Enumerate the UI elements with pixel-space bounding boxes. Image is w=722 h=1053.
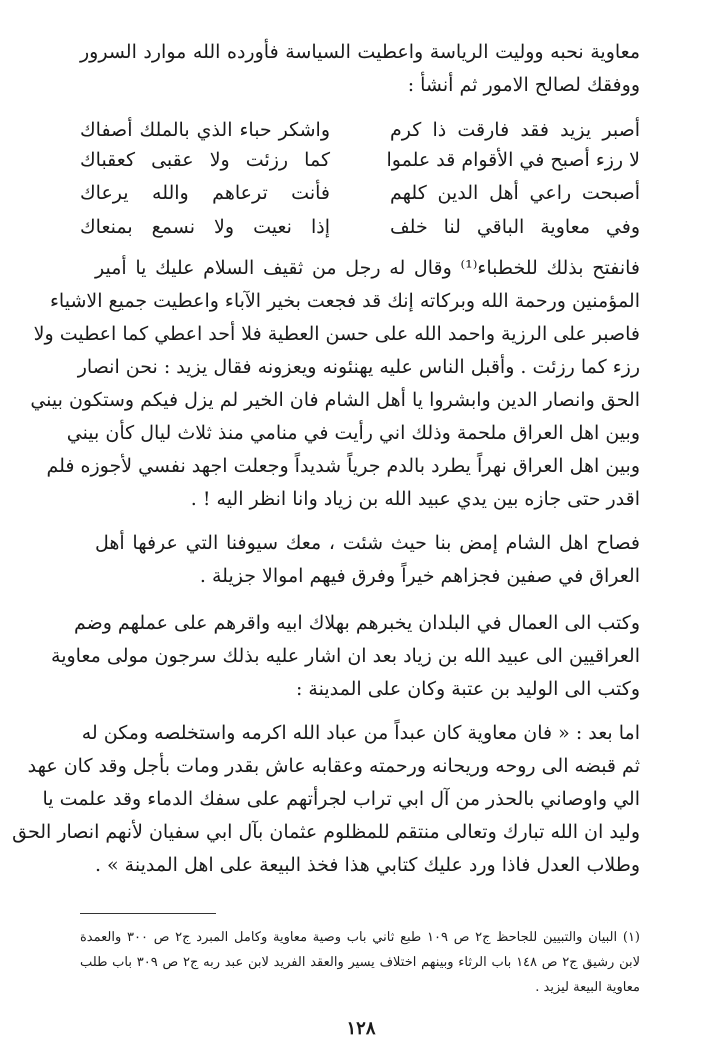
poem-hemistich: واشكر حباء الذي بالملك أصفاك: [80, 119, 330, 141]
text-line: وبين اهل العراق ملحمة وذلك اني رأيت في منامي منذ ثلاث ليال كأن بيني: [66, 422, 640, 444]
poem-hemistich: وفي معاوية الباقي لنا خلف: [390, 216, 640, 238]
text-line: العراقيين الى عبيد الله بن زياد بعد ان اشار عليه بذلك سرجون مولى معاوية: [51, 645, 640, 667]
poem-hemistich: فأنت ترعاهم والله يرعاك: [80, 182, 330, 204]
text-line: وكتب الى الوليد بن عتبة وكان على المدينة :: [295, 678, 640, 700]
text-line: وطلاب العدل فاذا ورد عليك كتابي هذا فخذ البيعة على اهل المدينة » .: [94, 854, 640, 876]
text-line: العراق في صفين فجزاهم خيراً وفرق فيهم اموالا جزيلة .: [199, 565, 640, 587]
poem-hemistich: لا رزء أصبح في الأقوام قد علموا: [386, 149, 640, 171]
text-line: وكتب الى العمال في البلدان يخبرهم بهلاك ابيه واقرهم على عملهم وضم: [73, 612, 640, 634]
text-line: رزء كما رزئت . وأقبل الناس عليه يهنئونه ويعزونه فقال يزيد : نحن انصار: [77, 356, 640, 378]
text-line: فاصبر على الرزية واحمد الله على حسن العطية فلا أحد اعطي كما اعطيت ولا: [33, 323, 640, 345]
text-line: الحق وانصار الدين وابشروا يا أهل الشام فان الخير لم يزل فيكم وستكون بيني: [30, 389, 640, 411]
text-line: ثم قبضه الى روحه وريحانه ورحمته وعقابه عاش بقدر ومات بأجل وقد كان عهد: [27, 755, 640, 777]
footnote-line: لابن رشيق ج٢ ص ١٤٨ باب الرثاء وبينهم اختلاف يسير والعقد الفريد لابن عبد ربه ج٢ ص ٣٠٩ باب طلب: [80, 955, 641, 970]
poem-hemistich: كما رزئت ولا عقبى كعقباك: [80, 149, 330, 171]
footnote-line: معاوية البيعة ليزيد .: [535, 980, 640, 995]
text-line: اقدر حتى جازه بين يدي عبيد الله بن زياد وانا انظر اليه ! .: [190, 488, 640, 510]
poem-hemistich: إذا نعيت ولا نسمع بمنعاك: [80, 216, 330, 238]
text-line: معاوية نحبه ووليت الرياسة واعطيت السياسة فأورده الله موارد السرور: [80, 41, 640, 63]
page-number: ١٢٨: [346, 1018, 376, 1039]
text-line: اما بعد : « فان معاوية كان عبداً من عباد الله اكرمه واستخلصه ومكن له: [81, 722, 640, 744]
poem-hemistich: أصبر يزيد فقد فارقت ذا كرم: [390, 119, 640, 141]
text-line: ووفقك لصالح الامور ثم أنشأ :: [407, 74, 640, 96]
footnote-divider: [80, 913, 216, 914]
text-line: وبين اهل العراق نهراً يطرد بالدم جرياً شديداً وجعلت اجهد نفسي لأجوزه فلم: [46, 455, 640, 477]
text-line: فصاح اهل الشام إمض بنا حيث شئت ، معك سيوفنا التي عرفها أهل: [95, 532, 640, 554]
poem-hemistich: أصبحت راعي أهل الدين كلهم: [390, 182, 640, 204]
text-line: الي واوصاني بالحذر من آل ابي تراب لجرأتهم على سفك الدماء وقد علمت يا: [42, 788, 640, 810]
text-line: فانفتح بذلك للخطباء⁽¹⁾ وقال له رجل من ثقيف السلام عليك يا أمير: [95, 257, 640, 279]
footnote-line: (١) البيان والتبيين للجاحظ ج٢ ص ١٠٩ طبع ثاني باب وصية معاوية وكامل المبرد ج٢ ص ٣٠٠ والعمدة: [80, 930, 640, 945]
text-line: المؤمنين ورحمة الله وبركاته إنك قد فجعت بخير الآباء واعطيت جميع الاشياء: [49, 290, 640, 312]
text-line: وليد ان الله تبارك وتعالى منتقم للمظلوم عثمان بآل ابي سفيان لأنهم انصار الحق: [12, 821, 640, 843]
